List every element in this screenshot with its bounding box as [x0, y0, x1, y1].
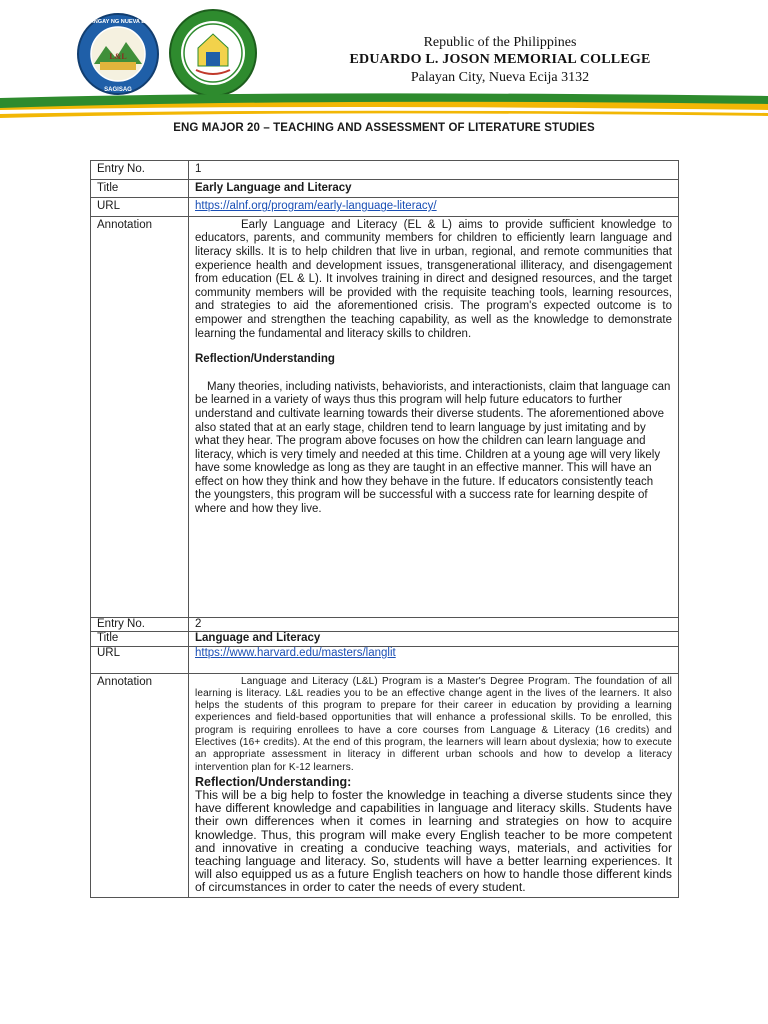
entry-title: Language and Literacy [189, 632, 679, 647]
entry-no-label: Entry No. [91, 161, 189, 180]
table-row [91, 198, 679, 217]
reflection-heading: Reflection/Understanding: [195, 774, 352, 789]
annotation-text: Language and Literacy (L&L) Program is a Master's Degree Program. The foundation of all learning is literacy. L&L readies you to be an effective change agent in the lives of the learners. It also helps the students of this program to prepare for their career in education by providing a learning experiences and field-based opportunities that will enhance a professional skills. To be enrolled, this program is requiring enrollees to have a core courses from Language & Literacy (16 credits) and Electives (16+ credits). At the end of this program, the learners will learn about dyslexia; how to execute an appropriate assessment in literacy in different urban schools and how to develop a literacy intervention plan for K-12 learners. [195, 675, 672, 773]
url-label: URL [91, 646, 189, 673]
entry-no-value: 1 [189, 161, 679, 180]
annotation-text: Early Language and Literacy (EL & L) aims to provide sufficient knowledge to educators, parents, and community members for children to efficiently learn language and literacy skills. It is to help children that live in urban, regional, and remote communities that experience health and development issues, transgenerational illiteracy, and disengagement from education (EL & L). It involves training in direct and designed resources, and the target community members will be provided with the requisite teaching tools, learning resources, and strategies to aid the aforementioned crisis. The program's expected outcome is to empower and strengthen the teaching capability, as well as the knowledge to demonstrate learning the fundamental and literacy skills to children. [195, 218, 672, 340]
annotation-label: Annotation [91, 216, 189, 617]
entry-no-value: 2 [189, 617, 679, 632]
title-label: Title [91, 632, 189, 647]
entry-url-link[interactable]: https://alnf.org/program/early-language-literacy/ [195, 200, 437, 213]
table-row [91, 179, 679, 198]
table-row [91, 632, 679, 647]
table-row [91, 646, 679, 673]
reflection-text: This will be a big help to foster the knowledge in teaching a diverse students since they have different knowledge and capabilities in language and literacy skills. Students have their own differences when it comes in learning and strategies on how to acquire knowledge. Thus, this program will make every English teacher to be more competent and innovative in creating a conducive teaching ways, materials, and activities for teaching language and literacy. So, students will have a better learning experiences. It will also equipped us as a future English teachers on how to handle those different kinds of circumstances in order to cater the needs of every student. [195, 787, 672, 895]
annotation-label: Annotation [91, 673, 189, 897]
table-row [91, 161, 679, 180]
entry-no-label: Entry No. [91, 617, 189, 632]
header-stripe [0, 76, 768, 120]
reflection-heading: Reflection/Understanding [195, 353, 335, 366]
seal-bottom-text: SAGISAG [104, 87, 132, 93]
reflection-text: Many theories, including nativists, behaviorists, and interactionists, claim that language can be learned in a variety of ways thus this program will help future educators to further understand and cultivate learning towards their diverse students. The aforementioned above also stated that at an early stage, children tend to learn language by just imitating and by what they hear. The program above focuses on how the children can learn language and literacy, which is very timely and needed at this time. Children at a young age will very likely have some knowledge as long as they are taught in an effective manner. This will have an effect on how they think and how they behave in the future. If educators consistently teach the youngsters, this program will be successful with a success rate for learning despite of where and how they live. [195, 380, 671, 516]
annotated-bibliography-table [90, 160, 679, 898]
college-name: EDUARDO L. JOSON MEMORIAL COLLEGE [349, 52, 651, 67]
seal-top-text: BALANGAY NG NUEVA ECIJA [78, 19, 158, 25]
letterhead [0, 0, 768, 120]
table-row [91, 216, 679, 617]
republic-line: Republic of the Philippines [423, 35, 577, 50]
table-row [91, 673, 679, 897]
entry-url-link[interactable]: https://www.harvard.edu/masters/langlit [195, 646, 396, 659]
annotation-cell [189, 673, 679, 897]
seal-inner-text: L&L [109, 52, 127, 61]
table-row [91, 617, 679, 632]
url-label: URL [91, 198, 189, 217]
entry-title: Early Language and Literacy [189, 179, 679, 198]
college-address: Palayan City, Nueva Ecija 3132 [410, 70, 590, 85]
course-title: ENG MAJOR 20 – TEACHING AND ASSESSMENT OF LITERATURE STUDIES [173, 122, 595, 134]
title-label: Title [91, 179, 189, 198]
annotation-cell [189, 216, 679, 617]
